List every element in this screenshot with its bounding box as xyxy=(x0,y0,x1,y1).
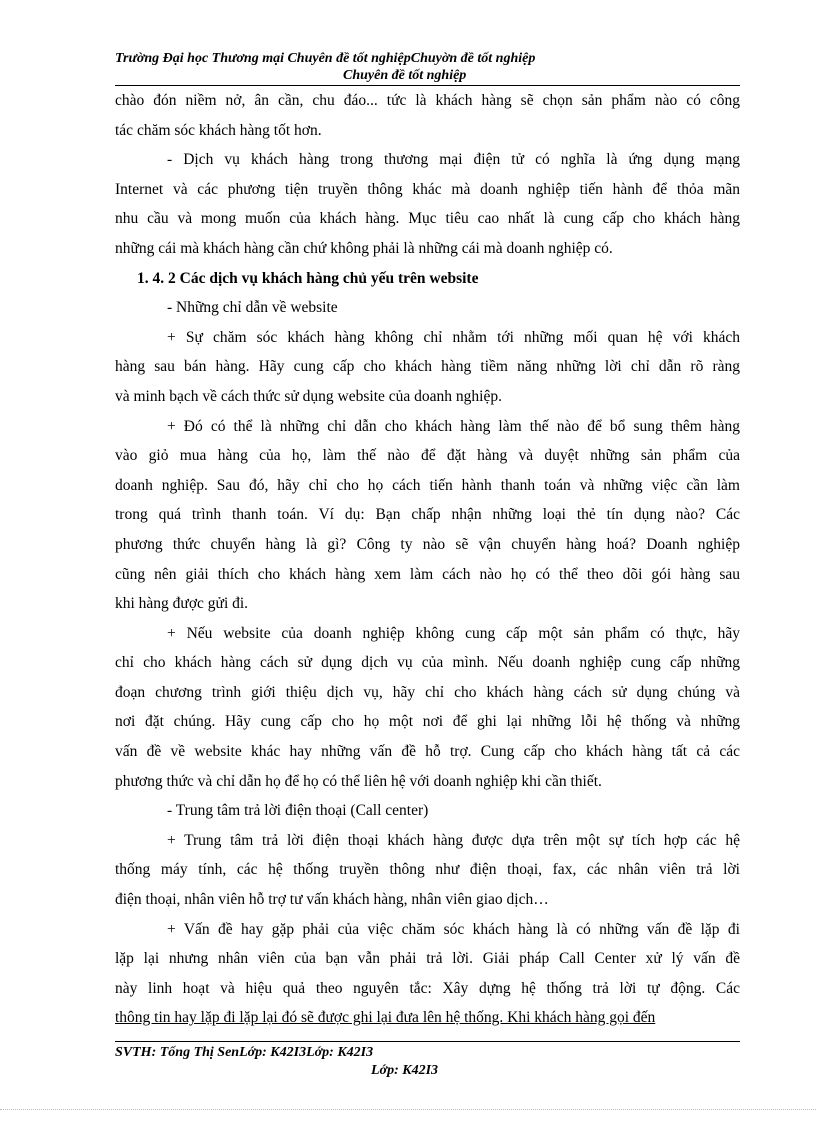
footer-line-1: SVTH: Tống Thị SenLớp: K42I3Lớp: K42I3 xyxy=(115,1045,374,1060)
paragraph-line: trong quá trình thanh toán. Ví dụ: Bạn chấp nhận những loại thẻ tín dụng nào? Các xyxy=(115,506,740,524)
paragraph-line: tác chăm sóc khách hàng tốt hơn. xyxy=(115,121,322,139)
paragraph-line: phương thức chuyển hàng là gì? Công ty nào sẽ vận chuyển hàng hoá? Doanh nghiệp xyxy=(115,535,740,553)
paragraph-line: - Dịch vụ khách hàng trong thương mại điện tử có nghĩa là ứng dụng mạng xyxy=(167,151,740,169)
page-boundary xyxy=(0,1109,816,1110)
paragraph-line: điện thoại, nhân viên hỗ trợ tư vấn khách hàng, nhân viên giao dịch… xyxy=(115,891,549,909)
paragraph-line: thông tin hay lặp đi lặp lại đó sẽ được ghi lại đưa lên hệ thống. Khi khách hàng gọi đến xyxy=(115,1009,656,1027)
paragraph-line: vào giỏ mua hàng của họ, làm thế nào để đặt hàng và duyệt những sản phẩm của xyxy=(115,447,740,465)
paragraph-line: thống máy tính, các hệ thống truyền thông như điện thoại, fax, các nhân viên trả lời xyxy=(115,861,740,879)
paragraph-line: + Trung tâm trả lời điện thoại khách hàng được dựa trên một sự tích hợp các hệ xyxy=(167,831,740,849)
paragraph-line: và minh bạch về cách thức sử dụng website của doanh nghiệp. xyxy=(115,387,502,405)
header-line-1: Trường Đại học Thương mại Chuyên đề tốt nghiệpChuyờn đề tốt nghiệp xyxy=(115,51,536,66)
paragraph-line: + Vấn đề hay gặp phải của việc chăm sóc khách hàng là có những vấn đề lặp đi xyxy=(167,920,740,938)
page-header xyxy=(115,50,740,84)
paragraph-line: nhu cầu và mong muốn của khách hàng. Mục tiêu cao nhất là cung cấp cho khách hàng xyxy=(115,210,740,228)
header-line-2: Chuyên đề tốt nghiệp xyxy=(343,68,467,83)
paragraph-line: phương thức và chỉ dẫn họ để họ có thể liên hệ với doanh nghiệp khi cần thiết. xyxy=(115,772,602,790)
document-body xyxy=(115,86,740,1033)
footer-line-2: Lớp: K42I3 xyxy=(371,1063,439,1078)
paragraph-line: đoạn chương trình giới thiệu dịch vụ, hãy chỉ cho khách hàng cách sử dụng chúng và xyxy=(115,683,740,701)
paragraph-line: - Những chỉ dẫn về website xyxy=(167,299,338,317)
paragraph-line: nơi đặt chúng. Hãy cung cấp cho họ một nơi để ghi lại những lỗi hệ thống và những xyxy=(115,713,740,731)
paragraph-line: - Trung tâm trả lời điện thoại (Call center) xyxy=(167,802,429,820)
footer-rule xyxy=(115,1041,740,1042)
paragraph-line: những cái mà khách hàng cần chứ không phải là những cái mà doanh nghiệp có. xyxy=(115,239,613,257)
paragraph-line: + Nếu website của doanh nghiệp không cung cấp một sản phẩm có thực, hãy xyxy=(167,624,740,642)
paragraph-line: khi hàng được gửi đi. xyxy=(115,595,249,613)
paragraph-line: vấn đề về website khác hay những vấn đề hỗ trợ. Cung cấp cho khách hàng tất cả các xyxy=(115,743,740,761)
paragraph-line: + Đó có thể là những chỉ dẫn cho khách hàng làm thế nào để bổ sung thêm hàng xyxy=(167,417,740,435)
paragraph-line: chào đón niềm nở, ân cần, chu đáo... tức là khách hàng sẽ chọn sản phẩm nào có công xyxy=(115,92,740,109)
paragraph-line: hàng sau bán hàng. Hãy cung cấp cho khách hàng tiềm năng những lời chỉ dẫn rõ ràng xyxy=(115,358,740,376)
paragraph-line: lặp lại nhưng nhân viên của bạn vẫn phải trả lời. Giải pháp Call Center xử lý vấn đề xyxy=(115,950,740,968)
section-heading: 1. 4. 2 Các dịch vụ khách hàng chủ yếu trên website xyxy=(137,269,479,287)
paragraph-line: cũng nên giải thích cho khách hàng xem làm cách nào họ có thể theo dõi gói hàng sau xyxy=(115,565,740,583)
paragraph-line: doanh nghiệp. Sau đó, hãy chỉ cho họ cách tiến hành thanh toán và những việc cần làm xyxy=(115,476,740,494)
page-footer xyxy=(115,1044,740,1080)
paragraph-line: Internet và các phương tiện truyền thông khác mà doanh nghiệp tiến hành để thỏa mãn xyxy=(115,180,740,198)
paragraph-line: + Sự chăm sóc khách hàng không chỉ nhằm tới những mối quan hệ với khách xyxy=(167,328,740,346)
paragraph-line: này linh hoạt và hiệu quả theo nguyên tắc: Xây dựng hệ thống trả lời tự động. Các xyxy=(115,979,740,997)
paragraph-line: chỉ cho khách hàng cách sử dụng dịch vụ của mình. Nếu doanh nghiệp cung cấp những xyxy=(115,654,740,672)
